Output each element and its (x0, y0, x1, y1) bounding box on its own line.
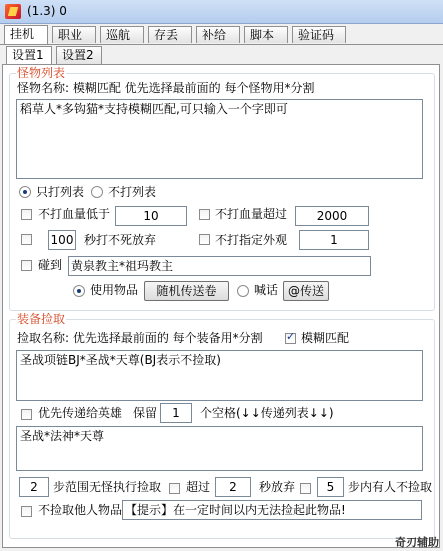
brand-label: 奇刃辅助 (395, 536, 439, 549)
fuzzy-match-label: 模糊匹配 (301, 331, 350, 345)
monster-name-label: 怪物名称: 模糊匹配 优先选择最前面的 每个怪物用*分割 (17, 81, 315, 95)
over-checkbox[interactable] (169, 483, 180, 494)
hp-over-checkbox[interactable] (199, 209, 210, 220)
fuzzy-match-checkbox[interactable] (285, 333, 296, 344)
keep-slots-input[interactable]: 1 (160, 403, 192, 423)
meet-monster-input[interactable]: 黄泉教主*祖玛教主 (68, 256, 371, 276)
slots-label: 个空格(↓↓传递列表↓↓) (200, 406, 334, 420)
hero-priority-checkbox[interactable] (21, 409, 32, 420)
hp-over-label: 不打血量超过 (215, 207, 288, 221)
hp-low-input[interactable]: 10 (115, 206, 187, 226)
meet-label: 碰到 (38, 258, 63, 272)
only-list-radio[interactable] (19, 186, 31, 198)
shout-radio[interactable] (237, 285, 249, 297)
over-label: 超过 (186, 480, 211, 494)
monster-names-input[interactable]: 稻草人*多钩猫*支持模糊匹配,可只输入一个字即可 (16, 99, 423, 179)
hp-over-input[interactable]: 2000 (295, 206, 369, 226)
steps-label: 步内有人不捡取 (348, 480, 433, 494)
over-seconds-input[interactable]: 2 (215, 477, 251, 497)
timeout-seconds-input[interactable]: 100 (48, 230, 76, 250)
window-title: (1.3) 0 (27, 4, 67, 18)
tab-yanzhengma[interactable]: 验证码 (292, 26, 346, 43)
hp-low-checkbox[interactable] (21, 209, 32, 220)
equip-name-label: 捡取名称: 优先选择最前面的 每个装备用*分割 (17, 331, 263, 345)
app-icon (5, 4, 21, 19)
equip-pickup-legend: 装备捡取 (17, 312, 66, 326)
no-others-label: 不捡取他人物品 (38, 503, 123, 517)
title-bar (0, 0, 443, 24)
hero-priority-label: 优先传递给英雄 (38, 406, 123, 420)
appearance-input[interactable]: 1 (299, 230, 369, 250)
steps-input[interactable]: 5 (317, 477, 344, 497)
not-list-radio[interactable] (91, 186, 103, 198)
tab-settings-2[interactable]: 设置2 (56, 46, 102, 64)
only-list-label: 只打列表 (36, 185, 85, 199)
use-item-button[interactable]: 随机传送卷 (144, 281, 229, 301)
tab-zhiye[interactable]: 职业 (52, 26, 96, 43)
tab-buji[interactable]: 补给 (196, 26, 240, 43)
appearance-label: 不打指定外观 (215, 233, 288, 247)
tab-cundiu[interactable]: 存丢 (148, 26, 192, 43)
use-item-radio[interactable] (73, 285, 85, 297)
not-list-label: 不打列表 (108, 185, 157, 199)
equip-names-input[interactable]: 圣战项链BJ*圣战*天尊(BJ表示不捡取) (16, 350, 423, 401)
shout-button[interactable]: @传送 (283, 281, 329, 301)
pickup-tip-input[interactable]: 【提示】在一定时间以内无法捡起此物品! (122, 500, 422, 520)
no-others-checkbox[interactable] (21, 506, 32, 517)
keep-label: 保留 (133, 406, 158, 420)
steps-checkbox[interactable] (300, 483, 311, 494)
settings-panel (2, 64, 440, 548)
tab-jiaoben[interactable]: 脚本 (244, 26, 288, 43)
appearance-checkbox[interactable] (199, 234, 210, 245)
abandon-label: 秒放弃 (259, 480, 296, 494)
timeout-label: 秒打不死放弃 (84, 233, 157, 247)
tab-settings-1[interactable]: 设置1 (6, 46, 52, 64)
range-input[interactable]: 2 (19, 477, 49, 497)
transfer-list-input[interactable]: 圣战*法神*天尊 (16, 426, 423, 471)
shout-label: 喊话 (254, 283, 279, 297)
tab-guaji[interactable]: 挂机 (4, 25, 48, 44)
tab-xunhang[interactable]: 巡航 (100, 26, 144, 43)
monster-list-legend: 怪物列表 (17, 66, 66, 80)
meet-checkbox[interactable] (21, 260, 32, 271)
range-label: 步范围无怪执行捡取 (53, 480, 162, 494)
timeout-checkbox[interactable] (21, 234, 32, 245)
use-item-label: 使用物品 (90, 283, 139, 297)
tab-divider (0, 44, 443, 45)
hp-low-label: 不打血量低于 (38, 207, 111, 221)
